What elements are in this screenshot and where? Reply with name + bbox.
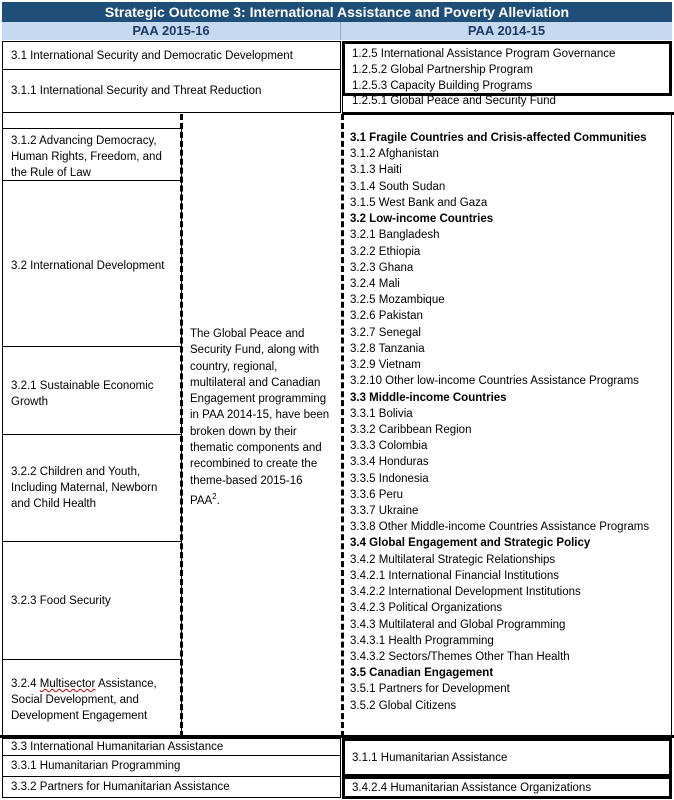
right-list-item: 3.2.10 Other low-income Countries Assistance Programs xyxy=(350,375,639,388)
right-list-item: 3.3.6 Peru xyxy=(350,488,404,501)
left-cell-text: 3.3 International Humanitarian Assistance xyxy=(11,741,224,753)
left-cell-text: 3.1.1 International Security and Threat Reduction xyxy=(11,85,262,97)
left-cell-3-2-2 xyxy=(2,434,182,542)
left-cell-3-1-1 xyxy=(2,69,341,113)
right-cell-gpsf xyxy=(342,93,674,115)
right-list-item: 3.4.3.2 Sectors/Themes Other Than Health xyxy=(350,651,570,663)
right-list-item: 3.3.5 Indonesia xyxy=(350,472,429,485)
left-cell-text: 3.2.2 Children and Youth, Including Maternal, Newborn and Child Health xyxy=(11,466,158,510)
left-cell-3-1-2 xyxy=(2,128,182,181)
right-list-item: 3.5.2 Global Citizens xyxy=(350,699,457,712)
left-cell-text: 3.3.2 Partners for Humanitarian Assistance xyxy=(11,781,230,793)
left-cell-text-spellcheck-word: Multisector xyxy=(39,678,96,690)
right-item: 3.4.2.4 Humanitarian Assistance Organizations xyxy=(352,781,592,794)
right-program-list xyxy=(343,130,671,714)
right-list-item: 3.4.2.2 International Development Institutions xyxy=(350,586,581,599)
left-cell-text: 3.2.1 Sustainable Economic Growth xyxy=(11,379,154,408)
right-list-item: 3.2.1 Bangladesh xyxy=(350,229,440,242)
right-list-heading: 3.5 Canadian Engagement xyxy=(350,667,494,680)
right-list-item: 3.2.6 Pakistan xyxy=(350,310,423,323)
table-title: Strategic Outcome 3: International Assistance and Poverty Alleviation xyxy=(2,2,672,22)
left-cell-text: 3.2 International Development xyxy=(11,259,165,272)
right-list-item: 3.3.4 Honduras xyxy=(350,456,429,469)
frame-line xyxy=(671,112,672,737)
dashed-divider-left xyxy=(180,114,183,737)
right-list-item: 3.3.2 Caribbean Region xyxy=(350,423,472,436)
right-item: 1.2.5.3 Capacity Building Programs xyxy=(352,80,533,92)
right-list-item: 3.3.3 Colombia xyxy=(350,440,428,453)
right-list-item: 3.2.3 Ghana xyxy=(350,261,414,274)
left-cell-3-3-2 xyxy=(2,776,341,798)
right-list-item: 3.2.4 Mali xyxy=(350,277,400,290)
right-list-item: 3.3.8 Other Middle-income Countries Assistance Programs xyxy=(350,521,650,534)
right-list-item: 3.1.2 Afghanistan xyxy=(350,148,439,161)
right-list-item: 3.1.5 West Bank and Gaza xyxy=(350,196,488,209)
column-header-left: PAA 2015-16 xyxy=(2,22,341,40)
right-list-heading: 3.4 Global Engagement and Strategic Policy xyxy=(350,537,591,550)
right-list-item: 3.2.9 Vietnam xyxy=(350,359,421,372)
right-list-item: 3.4.2.1 International Financial Institutions xyxy=(350,569,560,582)
left-cell-3-3 xyxy=(2,738,341,756)
left-cell-3-1 xyxy=(2,41,341,70)
right-governance-box xyxy=(342,41,672,96)
left-cell-text: 3.2.3 Food Security xyxy=(11,594,111,607)
right-list-item: 3.2.2 Ethiopia xyxy=(350,245,421,258)
left-cell-text-prefix: 3.2.4 xyxy=(11,678,40,690)
right-cell-3-4-2-4 xyxy=(342,776,672,799)
right-list-item: 3.4.3.1 Health Programming xyxy=(350,634,494,647)
right-cell-3-1-1 xyxy=(342,738,672,777)
left-cell-3-2-4 xyxy=(2,659,182,737)
right-list-item: 3.1.4 South Sudan xyxy=(350,180,446,193)
right-list-item: 3.4.2.3 Political Organizations xyxy=(350,602,503,615)
right-list-item: 3.2.8 Tanzania xyxy=(350,342,425,355)
right-item: 1.2.5.1 Global Peace and Security Fund xyxy=(352,95,556,107)
left-cell-text: 3.1.2 Advancing Democracy, Human Rights, Freedom, and the Rule of Law xyxy=(11,135,162,179)
left-cell-text: 3.1 International Security and Democratic Development xyxy=(11,49,293,62)
right-list-item: 3.1.3 Haiti xyxy=(350,164,402,177)
right-item: 1.2.5 International Assistance Program Governance xyxy=(352,48,616,60)
right-item: 3.1.1 Humanitarian Assistance xyxy=(352,751,508,764)
left-cell-3-3-1 xyxy=(2,755,341,777)
left-cell-3-2-1 xyxy=(2,346,182,435)
column-header-right: PAA 2014-15 xyxy=(341,22,672,40)
middle-note-end: . xyxy=(216,494,220,507)
right-list-heading: 3.1 Fragile Countries and Crisis-affected Communities xyxy=(350,132,647,144)
left-cell-3-2 xyxy=(2,180,182,347)
right-list-item: 3.4.3 Multilateral and Global Programming xyxy=(350,618,566,631)
right-list-item: 3.4.2 Multilateral Strategic Relationships xyxy=(350,553,556,566)
left-cell-text-rest: Assistance, Social Development, and Development Engagement xyxy=(11,678,157,722)
right-list-item: 3.2.5 Mozambique xyxy=(350,294,445,307)
right-list-item: 3.5.1 Partners for Development xyxy=(350,683,510,696)
middle-note-text: The Global Peace and Security Fund, along with country, regional, multilateral and Canadian Engagement programming in PAA 2014-15, have been broken down by their thematic components and recombined to create the theme-based 2015-16 PAA xyxy=(190,328,330,507)
left-cell-text xyxy=(11,676,173,724)
footnote-ref: 2 xyxy=(212,491,217,501)
left-cell-text: 3.3.1 Humanitarian Programming xyxy=(11,760,181,772)
right-list-item: 3.3.1 Bolivia xyxy=(350,407,413,420)
right-list-item: 3.3.7 Ukraine xyxy=(350,505,419,518)
right-list-item: 3.2.7 Senegal xyxy=(350,326,421,339)
right-list-heading: 3.2 Low-income Countries xyxy=(350,213,494,226)
right-list-heading: 3.3 Middle-income Countries xyxy=(350,391,507,404)
right-item: 1.2.5.2 Global Partnership Program xyxy=(352,64,533,76)
middle-note xyxy=(184,326,340,509)
left-cell-3-2-3 xyxy=(2,541,182,660)
